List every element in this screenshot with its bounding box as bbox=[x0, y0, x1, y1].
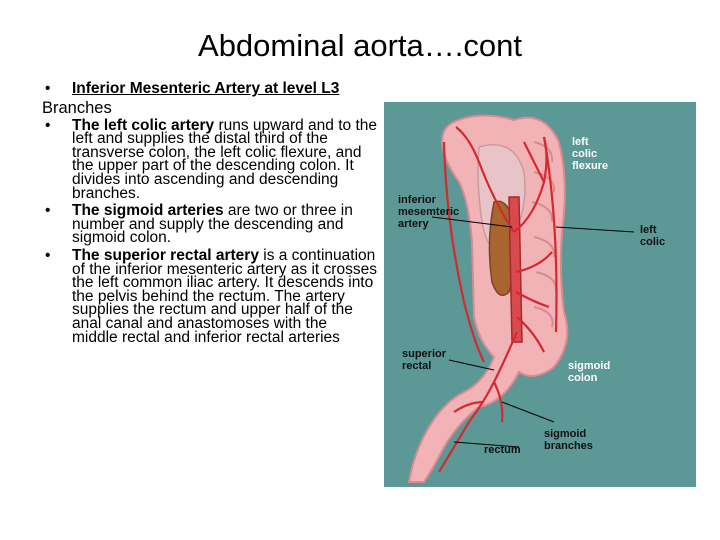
inferior-mesenteric-label: Inferior Mesenteric Artery at level L3 bbox=[72, 80, 340, 97]
label-inferior-mesenteric-artery: inferior mesemteric artery bbox=[398, 194, 460, 230]
superior-rectal-name: The superior rectal artery bbox=[72, 246, 259, 264]
bullet-marker: • bbox=[45, 246, 51, 264]
label-rectum: rectum bbox=[484, 444, 521, 456]
label-left-colic: left colic bbox=[640, 224, 666, 248]
bullet-marker: • bbox=[45, 80, 51, 97]
label-sigmoid-colon: sigmoid colon bbox=[568, 360, 611, 384]
superior-rectal-text: is a continuation of the inferior mesenteric artery as it crosses the left common iliac artery. It descends into the pelvis behind the rectum. The artery supplies the rectum and upper half of the anal canal and anastomoses with the middle rectal and inferior rectal arteries bbox=[72, 246, 377, 346]
bullet-sigmoid bbox=[42, 204, 377, 245]
bullet-inferior-mesenteric bbox=[42, 82, 377, 96]
bullet-marker: • bbox=[45, 202, 51, 220]
bullet-left-colic bbox=[42, 116, 377, 202]
left-colic-text: runs upward and to the left and supplies the distal third of the transverse colon, the left colic flexure, and the upper part of the descending colon. It divides into ascending and descending branches. bbox=[72, 116, 377, 202]
label-sigmoid-branches: sigmoid branches bbox=[544, 428, 593, 452]
bullet-marker: • bbox=[45, 116, 51, 134]
left-colic-name: The left colic artery bbox=[72, 116, 215, 134]
label-left-colic-flexure: left colic flexure bbox=[572, 136, 609, 172]
bullet-superior-rectal bbox=[42, 246, 377, 346]
body-text bbox=[42, 82, 377, 344]
anatomy-drawing bbox=[384, 102, 696, 487]
sigmoid-name: The sigmoid arteries bbox=[72, 202, 224, 220]
label-superior-rectal: superior rectal bbox=[402, 348, 447, 372]
colon-artery-illustration bbox=[384, 102, 696, 487]
slide-title: Abdominal aorta….cont bbox=[198, 28, 522, 63]
sigmoid-text: are two or three in number and supply the descending and sigmoid colon. bbox=[72, 202, 353, 247]
branches-heading: Branches bbox=[42, 98, 112, 117]
